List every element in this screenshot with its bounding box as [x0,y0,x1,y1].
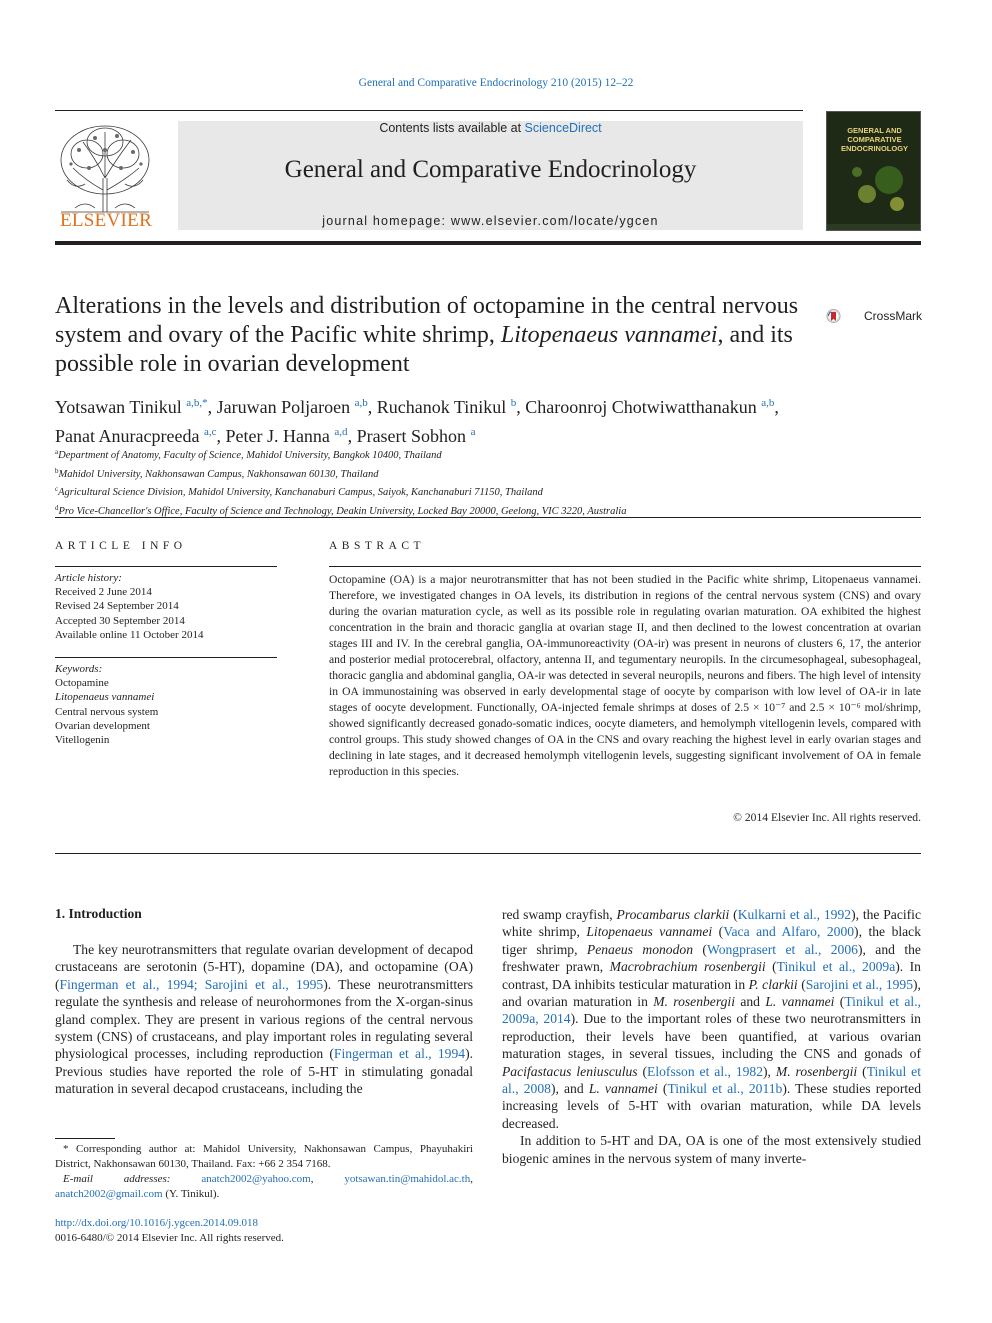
email-link[interactable]: anatch2002@gmail.com [55,1188,163,1200]
author[interactable]: Peter J. Hanna $^{a,d}$ [225,426,348,446]
journal-citation[interactable]: General and Comparative Endocrinology 210 (2015) 12–22 [358,77,634,89]
footnote-divider [55,1138,115,1139]
divider [55,853,921,854]
history-label: Article history: [55,572,122,584]
affiliation: $^b$Mahidol University, Nakhonsawan Campus, Nakhonsawan 60130, Thailand [55,466,379,480]
history-item: Available online 11 October 2014 [55,628,204,641]
email-link[interactable]: yotsawan.tin@mahidol.ac.th [344,1173,471,1185]
divider [55,110,803,111]
affiliation-list [55,445,921,519]
divider [55,566,277,567]
abstract-heading: ABSTRACT [329,540,426,552]
citation-link[interactable]: Elofsson et al., 1982 [647,1063,764,1079]
intro-column-left: The key neurotransmitters that regulate ovarian development of decapod crustaceans are serotonin (5-HT), dopamine (DA), and octopamine (OA) (Fingerman et al., 1994; Sarojini et al., 1995). These neurotransmitters regulate the synthesis and release of neurohormones from the X-organ-sinus gland complex. They are present in various regions of the central nervous system (CNS) of crustaceans, and play important roles in regulating several physiological processes, including reproduction (Fingerman et al., 1994). Previous studies have reported the role of 5-HT in stimulating gonadal maturation in several decapod crustaceans, including the [55,942,473,1097]
author[interactable]: Charoonroj Chotwiwatthanakun $^{a,b}$ [525,397,775,417]
keyword: Vitellogenin [55,734,110,747]
article-info-heading: ARTICLE INFO [55,540,187,552]
intro-column-right: red swamp crayfish, Procambarus clarkii (Kulkarni et al., 1992), the Pacific white shrimp, Litopenaeus vannamei (Vaca and Alfaro, 2000), the black tiger shrimp, Penaeus monodon (Wongprasert et al., 2006), and the freshwater prawn, Macrobrachium rosenbergii (Tinikul et al., 2009a). In contrast, DA inhibits testicular maturation in P. clarkii (Sarojini et al., 1995), and ovarian maturation in M. rosenbergii and L. vannamei (Tinikul et al., 2009a, 2014). Due to the important roles of these two neurotransmitters in reproduction, their levels have been quantified, at various ovarian maturation stages, in several tissues, including the CNS and gonads of Pacifastacus leniusculus (Elofsson et al., 1982), M. rosenbergii (Tinikul et al., 2008), and L. vannamei (Tinikul et al., 2011b). These studies reported increasing levels of 5-HT with ovarian maturation, while DA levels decreased. In addition to 5-HT and DA, OA is one of the most extensively studied biogenic amines in the nervous system of many inverte- [502,907,922,1166]
corresponding-author-note: * Corresponding author at: Mahidol University, Nakhonsawan Campus, Phayuhakiri District, Nakhonsawan 60130, Thailand. Fax: +66 2 354 7168. [55,1143,473,1170]
citation-link[interactable]: Sarojini et al., 1995 [805,976,914,992]
issn-line: 0016-6480/© 2014 Elsevier Inc. All rights reserved. [55,1232,284,1244]
keyword: Octopamine [55,677,109,690]
journal-cover-thumbnail[interactable] [826,111,921,231]
email-addresses: E-mail addresses: anatch2002@yahoo.com, yotsawan.tin@mahidol.ac.th, anatch2002@gmail.com (Y. Tinikul). [55,1173,473,1200]
citation-link[interactable]: Vaca and Alfaro, 2000 [723,924,855,940]
keywords [55,662,277,747]
abstract-copyright: © 2014 Elsevier Inc. All rights reserved. [733,811,921,824]
cover-title: GENERAL AND COMPARATIVE ENDOCRINOLOGY [840,126,909,153]
doi-link[interactable]: http://dx.doi.org/10.1016/j.ygcen.2014.09.018 [55,1217,258,1229]
keyword: Litopenaeus vannamei [55,691,155,704]
divider [329,566,921,567]
journal-homepage: journal homepage: www.elsevier.com/locate/ygcen [322,214,659,228]
author[interactable]: Ruchanok Tinikul $^b$ [376,397,517,417]
citation-link[interactable]: Tinikul et al., 2009a [776,959,896,975]
contents-available-line: Contents lists available at ScienceDirect [379,121,602,135]
history-item: Revised 24 September 2014 [55,600,179,613]
crossmark-icon[interactable] [826,298,866,334]
citation-link[interactable]: Fingerman et al., 1994; Sarojini et al., 1995 [59,976,324,992]
author-list: Yotsawan Tinikul $^{a,b,*}$, Jaruwan Poljaroen $^{a,b}$, Ruchanok Tinikul $^b$, Charoonroj Chotwiwatthanakun $^{a,b}$, Panat Anuracpreeda $^{a,c}$, Peter J. Hanna $^{a,d}$, Prasert Sobhon $^a$ [55,397,779,446]
footnotes [55,1142,473,1202]
affiliation: $^d$Pro Vice-Chancellor's Office, Faculty of Science and Technology, Deakin University, Locked Bay 20000, Geelong, VIC 3220, Australia [55,503,627,517]
author[interactable]: Yotsawan Tinikul $^{a,b,*}$ [55,397,208,417]
affiliation: $^a$Department of Anatomy, Faculty of Science, Mahidol University, Bangkok 10400, Thailand [55,448,442,461]
crossmark-label[interactable]: CrossMark [864,309,923,323]
keywords-label: Keywords: [55,663,103,675]
citation-link[interactable]: Tinikul et al., 2011b [667,1081,783,1097]
abstract-text: Octopamine (OA) is a major neurotransmitter that has not been studied in the Pacific white shrimp, Litopenaeus vannamei. Therefore, we investigated changes in OA levels, its distribution in regions of the central nervous system (CNS) and ovary during the ovarian maturation cycle, as well as its possible role in regulating ovarian maturation. OA exhibited the highest concentration in the brain and thoracic ganglia at ovarian stage II, and then declined to the lowest concentration at ovarian stages III and IV. In the cerebral ganglia, OA-immunoreactivity (OA-ir) was present in neurons of clusters 6, 17, the anterior and posterior medial protocerebral, olfactory, antenna II, and tegumentary neuropils. In the circumesophageal, subesophageal, thoracic ganglia and abdominal ganglia, OA-ir was detected in several neuropils, neurons and fibers. The high level of intensity in OA immunostaining was observed in early developmental stage of oocyte by comparison with low level of OA-ir in late stages of oocyte development. Functionally, OA-injected female shrimps at doses of 2.5 × 10⁻⁷ and 2.5 × 10⁻⁶ mol/shrimp, showed significantly decreased gonado-somatic indices, oocyte diameters, and hemolymph vitellogenin levels, compared with control groups. This study showed changes of OA in the CNS and ovary reaching the highest level in early ovarian stages and declining in late stages, and it decreased hemolymph vitellogenin levels, suggesting significant involvement of OA in female reproduction in this species. [329,573,921,778]
history-item: Accepted 30 September 2014 [55,614,185,627]
citation-link[interactable]: Kulkarni et al., 1992 [737,907,852,922]
author[interactable]: Panat Anuracpreeda $^{a,c}$ [55,426,217,446]
keyword: Ovarian development [55,719,150,732]
article-title: Alterations in the levels and distribution of octopamine in the central nervous system and ovary of the Pacific white shrimp, Litopenaeus vannamei, and its possible role in ovarian development [55,293,799,377]
keyword: Central nervous system [55,705,159,718]
citation-link[interactable]: Tinikul et al., 2009a, 2014 [502,994,921,1027]
cover-art-icon [827,112,921,231]
citation-link[interactable]: Fingerman et al., 1994 [333,1046,466,1062]
header-divider [55,241,921,245]
sciencedirect-link[interactable]: ScienceDirect [524,121,602,135]
elsevier-logo-text: ELSEVIER [59,210,153,231]
section-heading: 1. Introduction [55,906,142,921]
divider [55,517,921,518]
affiliation: $^c$Agricultural Science Division, Mahidol University, Kanchanaburi Campus, Saiyok, Kanchanaburi 71150, Thailand [55,485,543,498]
author[interactable]: Prasert Sobhon $^a$ [356,426,476,446]
divider [55,657,277,658]
citation-link[interactable]: Tinikul et al., 2008 [502,1063,921,1097]
author[interactable]: Jaruwan Poljaroen $^{a,b}$ [216,397,368,417]
article-history [55,571,277,642]
homepage-link[interactable]: www.elsevier.com/locate/ygcen [450,214,659,228]
doi-block [55,1216,475,1246]
email-link[interactable]: anatch2002@yahoo.com [201,1173,311,1185]
citation-link[interactable]: Wongprasert et al., 2006 [706,941,858,957]
journal-title: General and Comparative Endocrinology [284,156,697,183]
history-item: Received 2 June 2014 [55,586,152,599]
